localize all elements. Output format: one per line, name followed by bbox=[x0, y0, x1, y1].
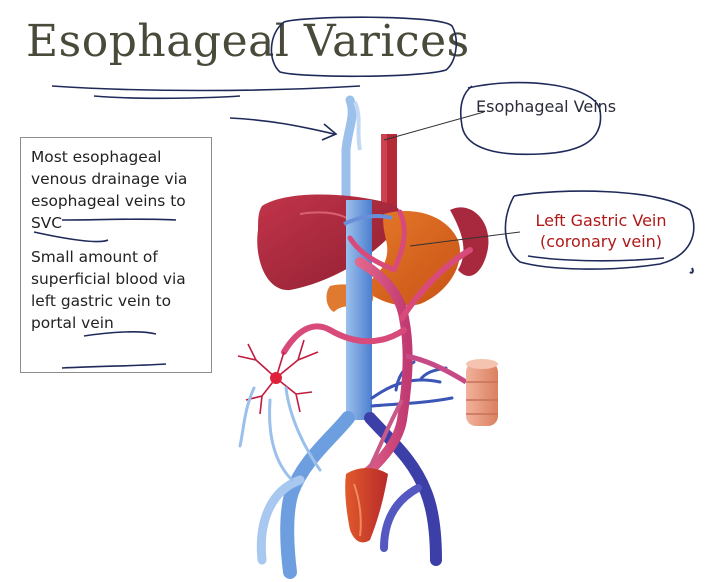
svc-vein bbox=[346, 100, 352, 205]
colon bbox=[466, 359, 498, 426]
svc-arrow bbox=[230, 118, 336, 140]
esophageal-veins-label: Esophageal Veins bbox=[476, 97, 617, 116]
inferior-vena-cava bbox=[346, 200, 372, 420]
mesenteric-node bbox=[270, 372, 282, 384]
esophageal-circle bbox=[461, 83, 617, 155]
left-gastric-vein-label bbox=[516, 210, 686, 252]
page-title: Esophageal Varices bbox=[26, 16, 470, 67]
coronary-vein-name: (coronary vein) bbox=[539, 232, 663, 251]
right-iliac-vein bbox=[287, 418, 348, 572]
explanation-para-2: Small amount of superficial blood via left gastric vein to portal vein bbox=[31, 248, 186, 332]
explanation-para-1: Most esophageal venous drainage via esophageal veins to SVC bbox=[31, 148, 188, 232]
esophageal-pointer bbox=[384, 112, 484, 140]
title-annotation bbox=[52, 17, 456, 90]
left-gastric-vein-name: Left Gastric Vein bbox=[535, 211, 667, 230]
